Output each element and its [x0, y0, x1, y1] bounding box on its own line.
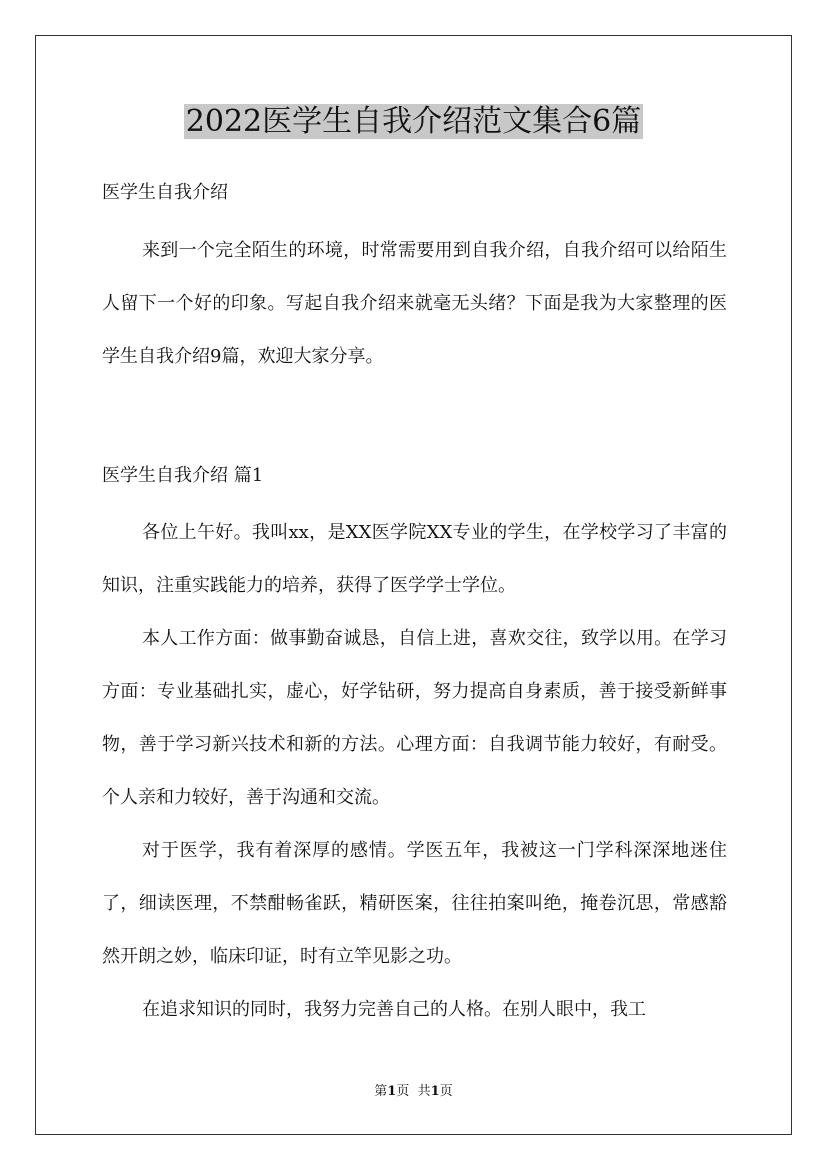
page-footer	[0, 1083, 827, 1101]
footer-total-pages: 1	[430, 1084, 440, 1099]
body-paragraph: 本人工作方面：做事勤奋诚恳，自信上进，喜欢交往，致学以用。在学习方面：专业基础扎实，虚心，好学钻研，努力提高自身素质，善于接受新鲜事物，善于学习新兴技术和新的方法。心理方面：自我调节能力较好，有耐受。个人亲和力较好，善于沟通和交流。	[102, 628, 727, 808]
intro-heading: 医学生自我介绍	[102, 182, 228, 203]
footer-total-suffix: 页	[439, 1084, 453, 1099]
footer-page-prefix: 第	[374, 1084, 388, 1099]
footer-page-number: 1	[387, 1084, 397, 1099]
document-title-text: 2022医学生自我介绍范文集合6篇	[185, 104, 642, 139]
footer-total-prefix: 共	[417, 1084, 431, 1099]
footer-page-suffix: 页	[396, 1084, 410, 1099]
body-paragraph: 在追求知识的同时，我努力完善自己的人格。在别人眼中，我工	[142, 999, 646, 1020]
body-paragraph: 各位上午好。我叫xx，是XX医学院XX专业的学生，在学校学习了丰富的知识，注重实践能力的培养，获得了医学学士学位。	[102, 522, 727, 596]
body-paragraph: 对于医学，我有着深厚的感情。学医五年，我被这一门学科深深地迷住了，细读医理，不禁酣畅雀跃，精研医案，往往拍案叫绝，掩卷沉思，常感豁然开朗之妙，临床印证，时有立竿见影之功。	[102, 840, 727, 967]
section-heading: 医学生自我介绍 篇1	[102, 465, 264, 486]
document-title	[0, 100, 827, 144]
intro-paragraph: 来到一个完全陌生的环境，时常需要用到自我介绍，自我介绍可以给陌生人留下一个好的印象。写起自我介绍来就毫无头绪？下面是我为大家整理的医学生自我介绍9篇，欢迎大家分享。	[102, 240, 727, 367]
document-body	[102, 175, 727, 1036]
